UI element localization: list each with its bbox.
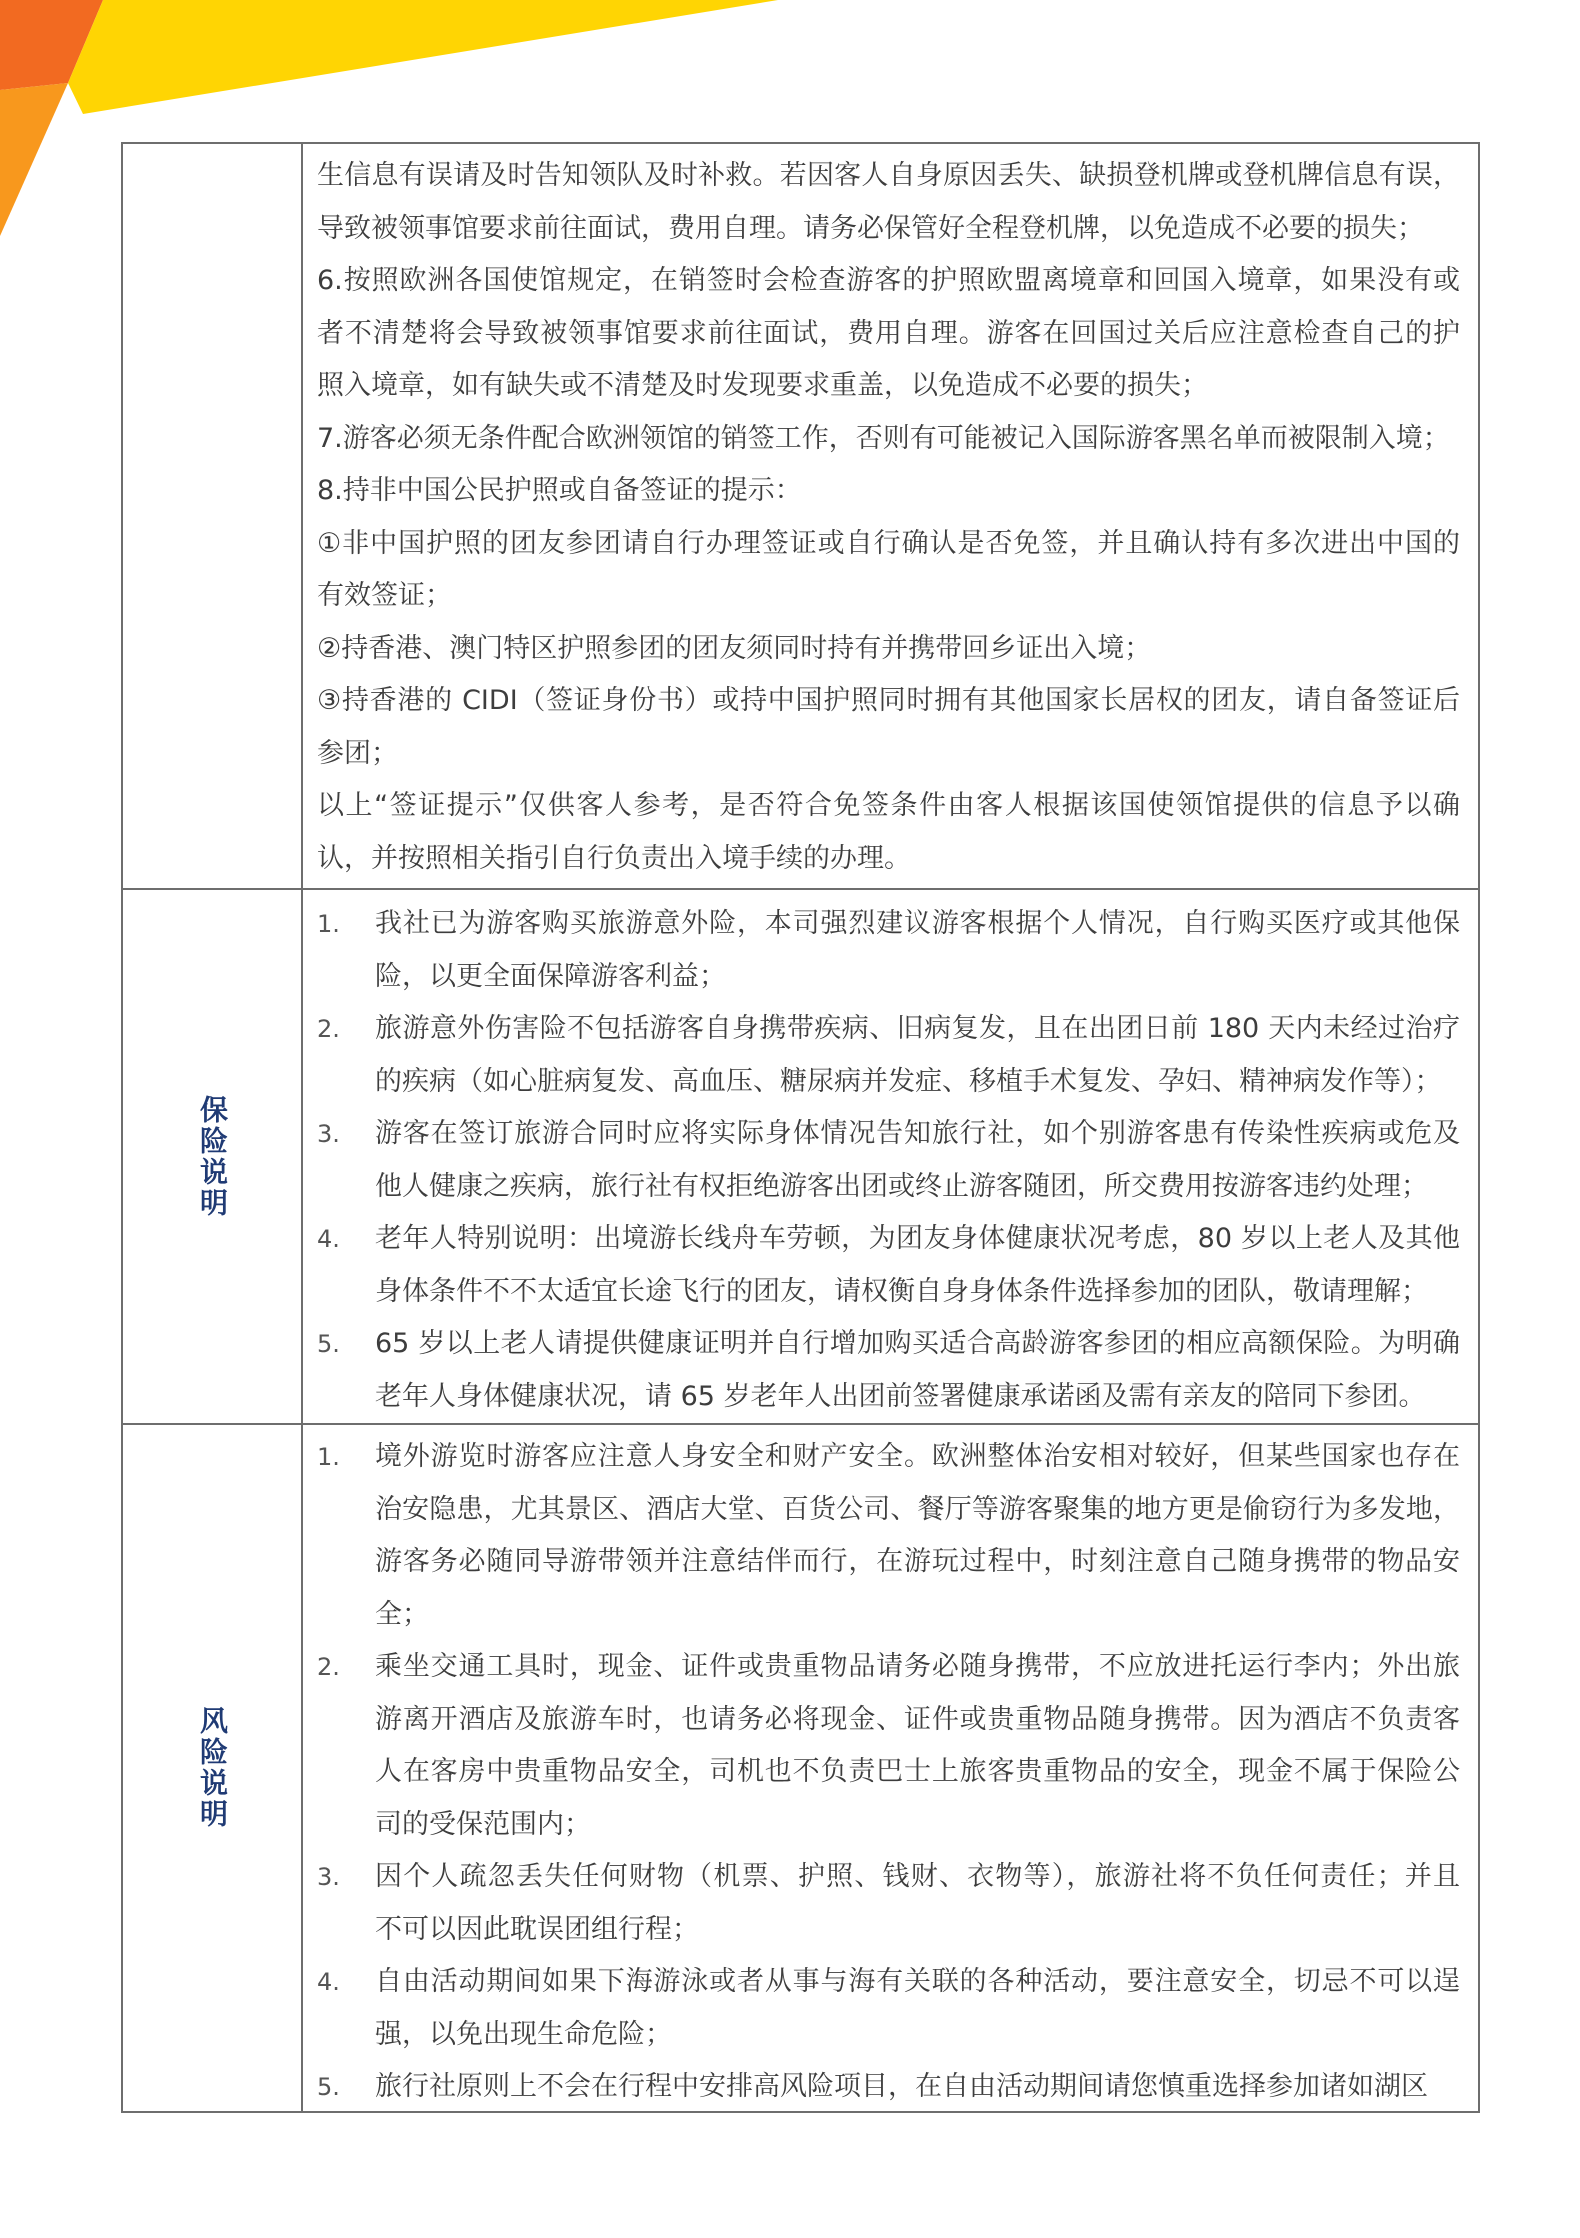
text-line: 旅行社原则上不会在行程中安排高风险项目，在自由活动期间请您慎重选择参加诸如湖区 xyxy=(375,2071,1428,2102)
list-number: 4. xyxy=(317,1225,340,1253)
paragraph xyxy=(317,150,1460,255)
section-label: 保险说明 xyxy=(196,1094,229,1219)
list-number: 2. xyxy=(317,1015,340,1043)
list-item-text xyxy=(375,1108,1460,1213)
deco-orange-shape xyxy=(0,83,68,236)
list-number: 2. xyxy=(317,1653,340,1681)
list-number: 4. xyxy=(317,1968,340,1996)
text-line: 治安隐患，尤其景区、酒店大堂、百货公司、餐厅等游客聚集的地方更是偷窃行为多发地， xyxy=(375,1493,1460,1525)
list-item xyxy=(317,1318,1460,1423)
text-line: 游客务必随同导游带领并注意结伴而行，在游玩过程中，时刻注意自己随身携带的物品安 xyxy=(375,1546,1460,1577)
list-item-text xyxy=(375,898,1460,1003)
list-number: 5. xyxy=(317,1330,340,1358)
info-table xyxy=(121,142,1480,2113)
text-line: 老年人特别说明：出境游长线舟车劳顿，为团友身体健康状况考虑，80 岁以上老人及其他 xyxy=(375,1223,1460,1254)
text-line: 游客在签订旅游合同时应将实际身体情况告知旅行社，如个别游客患有传染性疾病或危及 xyxy=(375,1118,1460,1149)
text-line: 乘坐交通工具时，现金、证件或贵重物品请务必随身携带，不应放进托运行李内；外出旅 xyxy=(375,1651,1460,1682)
section-content xyxy=(303,144,1478,888)
list-item xyxy=(317,1213,1460,1318)
table-row xyxy=(123,1423,1478,2111)
paragraph xyxy=(317,255,1460,413)
text-line: 者不清楚将会导致被领事馆要求前往面试，费用自理。游客在回国过关后应注意检查自己的护 xyxy=(317,317,1460,349)
paragraph xyxy=(317,465,1460,518)
list-item xyxy=(317,1956,1460,2061)
table-row xyxy=(123,888,1478,1423)
list-number: 1. xyxy=(317,910,340,938)
list-number: 1. xyxy=(317,1443,340,1471)
text-line: 我社已为游客购买旅游意外险，本司强烈建议游客根据个人情况，自行购买医疗或其他保 xyxy=(375,908,1460,939)
text-line: 7.游客必须无条件配合欧洲领馆的销签工作，否则有可能被记入国际游客黑名单而被限制入境； xyxy=(317,422,1450,454)
text-line: 6.按照欧洲各国使馆规定，在销签时会检查游客的护照欧盟离境章和回国入境章，如果没有或 xyxy=(317,265,1460,296)
text-line: 险，以更全面保障游客利益； xyxy=(375,960,726,992)
section-label: 风险说明 xyxy=(196,1706,229,1830)
list-item xyxy=(317,1851,1460,1956)
paragraph xyxy=(317,518,1460,623)
text-line: 有效签证； xyxy=(317,580,452,611)
text-line: 不可以因此耽误团组行程； xyxy=(375,1913,699,1945)
text-line: 自由活动期间如果下海游泳或者从事与海有关联的各种活动，要注意安全，切忌不可以逞 xyxy=(375,1966,1460,1997)
section-content xyxy=(303,1425,1478,2111)
text-line: ③持香港的 CIDI（签证身份书）或持中国护照同时拥有其他国家长居权的团友，请自备签证后 xyxy=(317,685,1460,716)
list-number: 3. xyxy=(317,1120,340,1148)
section-label-cell xyxy=(123,144,303,888)
section-label-cell xyxy=(123,1425,303,2111)
list-item-text xyxy=(375,1213,1460,1318)
paragraph xyxy=(317,780,1460,885)
list-item xyxy=(317,898,1460,1003)
paragraph xyxy=(317,623,1460,676)
text-line: 身体条件不不太适宜长途飞行的团友，请权衡自身身体条件选择参加的团队，敬请理解； xyxy=(375,1275,1428,1307)
text-line: 的疾病（如心脏病复发、高血压、糖尿病并发症、移植手术复发、孕妇、精神病发作等）； xyxy=(375,1065,1442,1097)
list-item xyxy=(317,1003,1460,1108)
list-item-text xyxy=(375,1641,1460,1851)
list-item-text xyxy=(375,1431,1460,1641)
text-line: 参团； xyxy=(317,737,398,769)
deco-yellow-shape xyxy=(68,0,778,114)
text-line: 导致被领事馆要求前往面试，费用自理。请务必保管好全程登机牌，以免造成不必要的损失； xyxy=(317,212,1424,244)
text-line: 司的受保范围内； xyxy=(375,1808,591,1840)
text-line: ②持香港、澳门特区护照参团的团友须同时持有并携带回乡证出入境； xyxy=(317,632,1152,664)
text-line: 8.持非中国公民护照或自备签证的提示： xyxy=(317,475,802,506)
text-line: 旅游意外伤害险不包括游客自身携带疾病、旧病复发，且在出团日前 180 天内未经过治疗 xyxy=(375,1013,1460,1044)
section-label-cell xyxy=(123,890,303,1423)
text-line: 因个人疏忽丢失任何财物（机票、护照、钱财、衣物等），旅游社将不负任何责任；并且 xyxy=(375,1861,1460,1892)
text-line: 生信息有误请及时告知领队及时补救。若因客人自身原因丢失、缺损登机牌或登机牌信息有误， xyxy=(317,160,1460,191)
text-line: 全； xyxy=(375,1598,429,1630)
text-line: 人在客房中贵重物品安全，司机也不负责巴士上旅客贵重物品的安全，现金不属于保险公 xyxy=(375,1756,1460,1787)
text-line: 境外游览时游客应注意人身安全和财产安全。欧洲整体治安相对较好，但某些国家也存在 xyxy=(375,1441,1460,1472)
list-item xyxy=(317,1108,1460,1213)
list-number: 5. xyxy=(317,2073,340,2101)
list-item-text xyxy=(375,1956,1460,2061)
section-content xyxy=(303,890,1478,1423)
text-line: 认，并按照相关指引自行负责出入境手续的办理。 xyxy=(317,842,911,874)
table-row xyxy=(123,144,1478,888)
list-number: 3. xyxy=(317,1863,340,1891)
text-line: 强，以免出现生命危险； xyxy=(375,2018,672,2050)
text-line: 65 岁以上老人请提供健康证明并自行增加购买适合高龄游客参团的相应高额保险。为明确 xyxy=(375,1328,1460,1359)
list-item-text xyxy=(375,1003,1460,1108)
text-line: 他人健康之疾病，旅行社有权拒绝游客出团或终止游客随团，所交费用按游客违约处理； xyxy=(375,1170,1428,1202)
list-item-text xyxy=(375,1318,1460,1423)
paragraph xyxy=(317,675,1460,780)
list-item-text xyxy=(375,1851,1460,1956)
text-line: 老年人身体健康状况，请 65 岁老年人出团前签署健康承诺函及需有亲友的陪同下参团。 xyxy=(375,1380,1426,1412)
text-line: ①非中国护照的团友参团请自行办理签证或自行确认是否免签，并且确认持有多次进出中国的 xyxy=(317,527,1460,559)
list-item xyxy=(317,1431,1460,1641)
list-item xyxy=(317,1641,1460,1851)
paragraph xyxy=(317,413,1460,466)
text-line: 以上“签证提示”仅供客人参考，是否符合免签条件由客人根据该国使领馆提供的信息予以确 xyxy=(317,790,1460,821)
text-line: 游离开酒店及旅游车时，也请务必将现金、证件或贵重物品随身携带。因为酒店不负责客 xyxy=(375,1703,1460,1735)
list-item-text xyxy=(375,2061,1460,2111)
text-line: 照入境章，如有缺失或不清楚及时发现要求重盖，以免造成不必要的损失； xyxy=(317,370,1208,401)
list-item xyxy=(317,2061,1460,2111)
